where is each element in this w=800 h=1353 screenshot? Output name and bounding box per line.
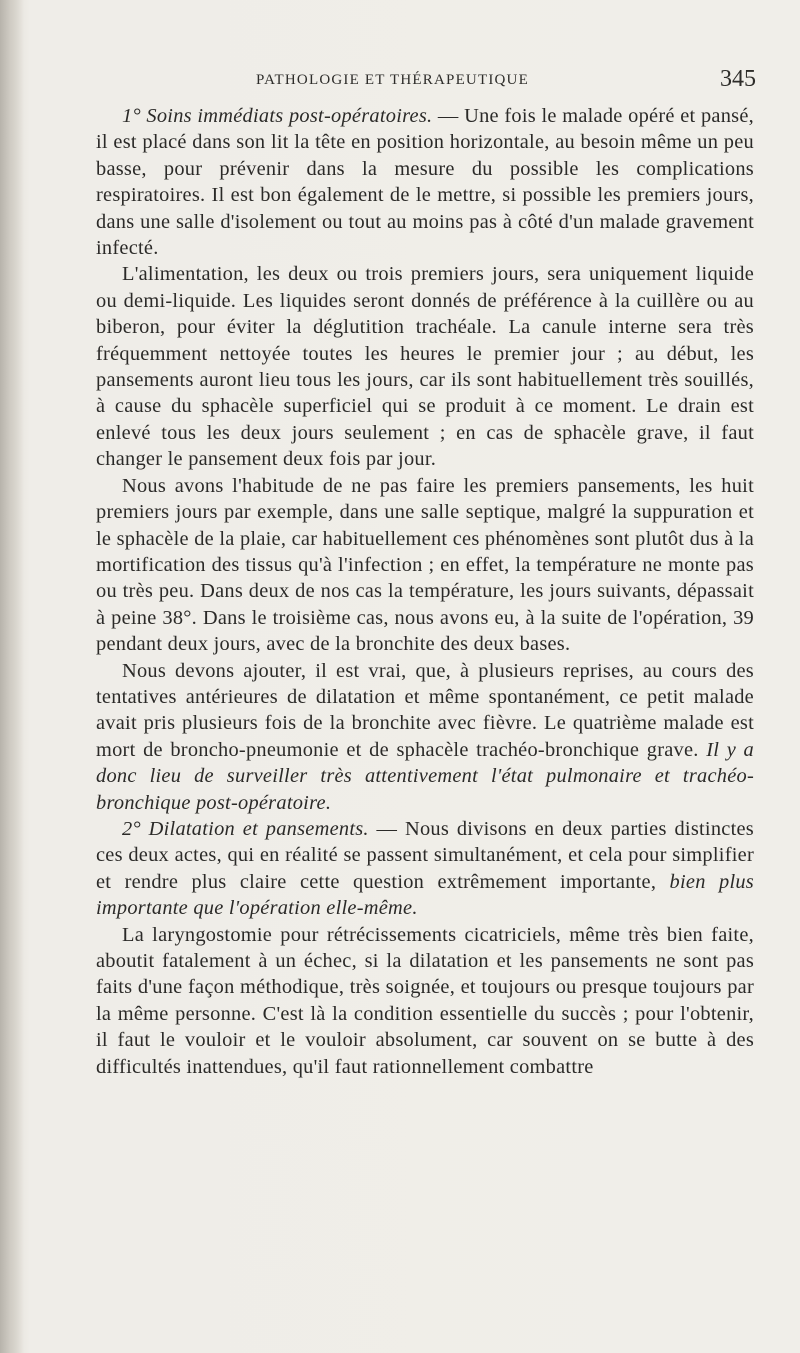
section-heading-dilatation: 2° Dilatation et pansements. bbox=[122, 817, 369, 840]
paragraph-text: Nous devons ajouter, il est vrai, que, à plusieurs reprises, au cours des tentatives antérieures de dilatation et même spontanément, ce petit malade avait pris plusieurs fois de la bronchite avec fièvre. Le quatrième malade est mort de broncho-pneumonie et de sphacèle trachéo-bronchique grave. bbox=[96, 659, 754, 761]
emphasis-text: bien plus importante que l'opération elle-même. bbox=[96, 870, 754, 920]
emphasis-text: Il y a donc lieu de surveiller très attentivement l'état pulmonaire et trachéo-bronchique post-opératoire. bbox=[96, 738, 754, 814]
page-header bbox=[96, 66, 756, 96]
paragraph-laryngostomie bbox=[96, 922, 754, 1080]
body-text bbox=[96, 103, 754, 1080]
paragraph-bronchite bbox=[96, 658, 754, 816]
paragraph-premiers-pansements bbox=[96, 473, 754, 658]
paragraph-text: La laryngostomie pour rétrécissements cicatriciels, même très bien faite, aboutit fatalement à un échec, si la dilatation et les pansements ne sont pas faits d'une façon méthodique, très soignée, et toujours ou presque toujours par la même personne. C'est là la condition essentielle du succès ; pour l'obtenir, il faut le vouloir et le vouloir absolument, car souvent on se butte à des difficultés inattendues, qu'il faut rationnellement combattre bbox=[96, 923, 754, 1078]
running-head: PATHOLOGIE ET THÉRAPEUTIQUE bbox=[256, 72, 529, 88]
paragraph-text: — Une fois le malade opéré et pansé, il est placé dans son lit la tête en position horizontale, au besoin même un peu basse, pour prévenir dans la mesure du possible les complications respiratoires. Il est bon également de le mettre, si possible les premiers jours, dans une salle d'isolement ou tout au moins pas à côté d'un malade gravement infecté. bbox=[96, 105, 754, 260]
paragraph-alimentation bbox=[96, 261, 754, 472]
section-heading-soins: 1° Soins immédiats post-opératoires. bbox=[122, 105, 433, 127]
paragraph-dilatation bbox=[96, 816, 754, 922]
paragraph-text: — Nous divisons en deux parties distinctes ces deux actes, qui en réalité se passent simultanément, et cela pour simplifier et rendre plus claire cette question extrêmement importante, bbox=[96, 817, 754, 893]
page-spine-shadow bbox=[0, 0, 24, 1353]
page-number: 345 bbox=[720, 66, 756, 92]
paragraph-soins-immediats bbox=[96, 103, 754, 261]
paragraph-text: Nous avons l'habitude de ne pas faire les premiers pansements, les huit premiers jours par exemple, dans une salle septique, malgré la suppuration et le sphacèle de la plaie, car habituellement ces phénomènes sont plutôt dus à la mortification des tissus qu'à l'infection ; en effet, la température ne monte pas ou très peu. Dans deux de nos cas la température, les jours suivants, dépassait à peine 38°. Dans le troisième cas, nous avons eu, à la suite de l'opération, 39 pendant deux jours, avec de la bronchite des deux bases. bbox=[96, 474, 754, 656]
paragraph-text: L'alimentation, les deux ou trois premiers jours, sera uniquement liquide ou demi-liquide. Les liquides seront donnés de préférence à la cuillère ou au biberon, pour éviter la déglutition trachéale. La canule interne sera très fréquemment nettoyée toutes les heures le premier jour ; au début, les pansements auront lieu tous les jours, car ils sont habituellement très souillés, à cause du sphacèle superficiel qui se produit à ce moment. Le drain est enlevé tous les deux jours seulement ; en cas de sphacèle grave, il faut changer le pansement deux fois par jour. bbox=[96, 263, 754, 471]
